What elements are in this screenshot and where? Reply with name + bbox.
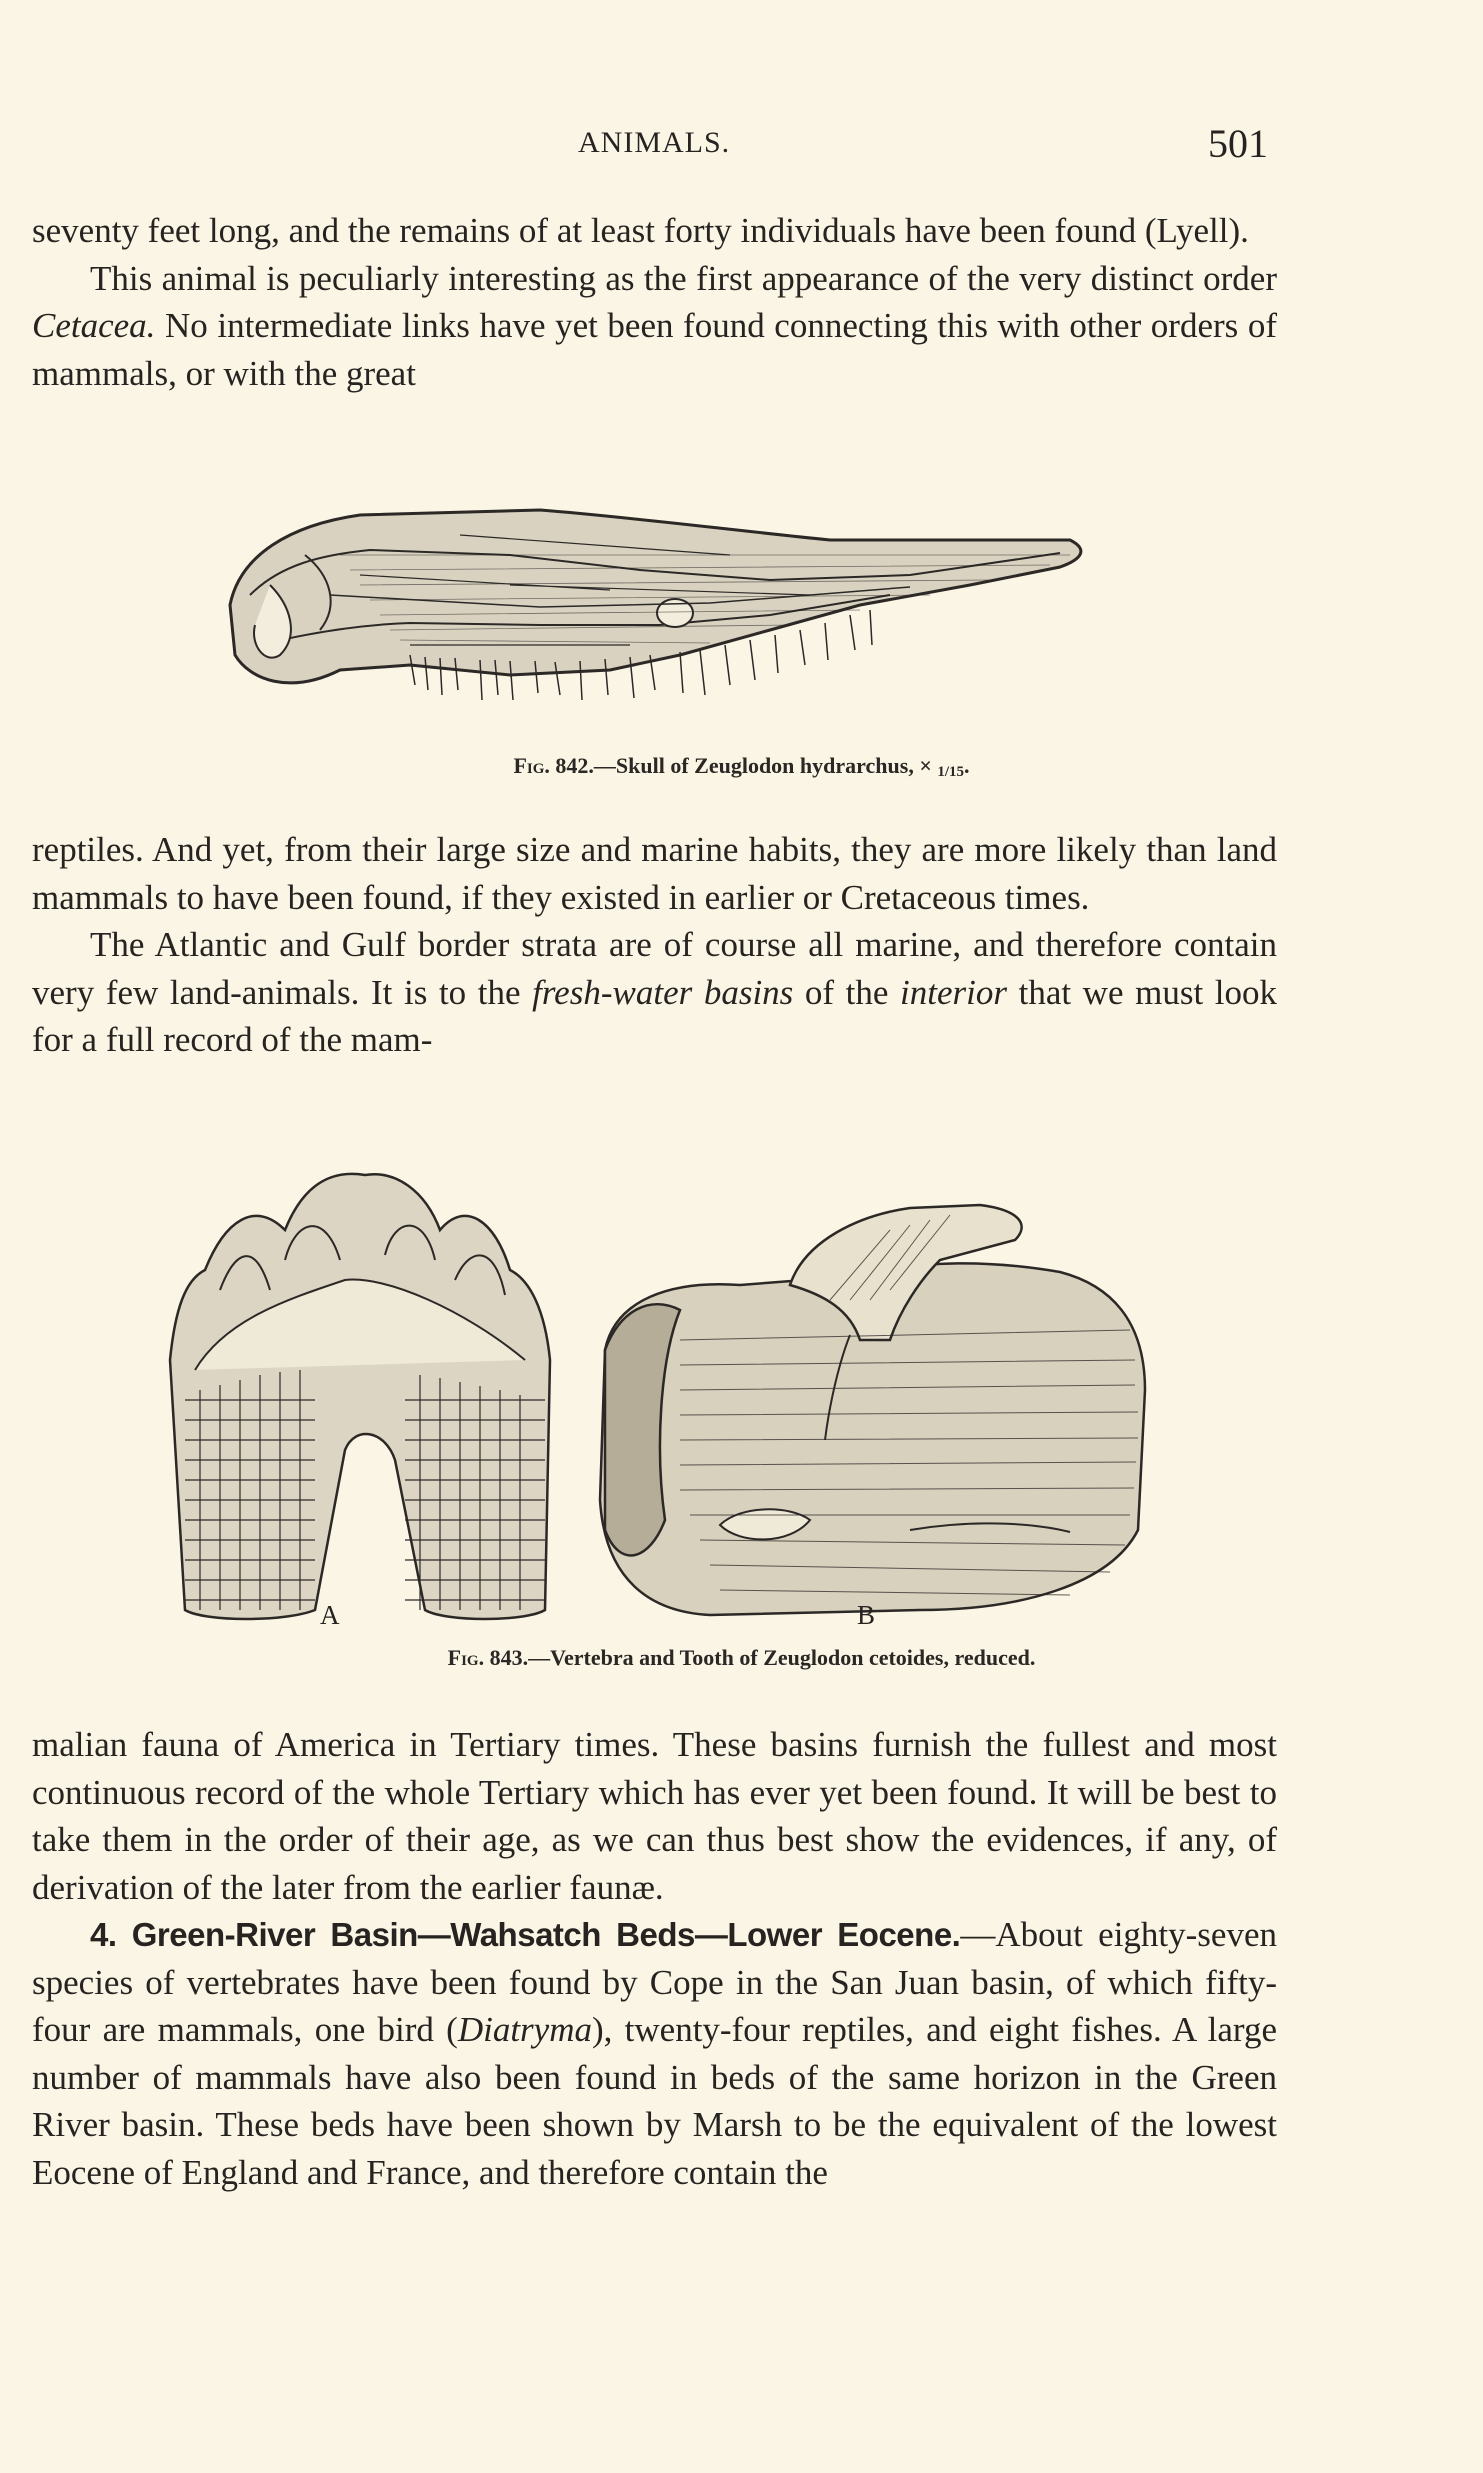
figure-843-label-a: A bbox=[320, 1600, 340, 1630]
text-block-bottom bbox=[32, 1721, 1277, 2196]
figure-842-skull-illustration bbox=[210, 495, 1090, 735]
emphasis-diatryma: Diatryma bbox=[457, 2010, 592, 2049]
running-title: ANIMALS. bbox=[578, 126, 731, 159]
figure-843-tooth-illustration bbox=[165, 1160, 565, 1625]
paragraph-1: seventy feet long, and the remains of at least forty individuals have been found (Lyell). bbox=[32, 211, 1249, 250]
paragraph-5: malian fauna of America in Tertiary times. These basins furnish the fullest and most continuous record of the whole Tertiary which has ever yet been found. It will be best to take them in the order of their age, as we can thus best show the evidences, if any, of derivation of the later from the earlier faunæ. bbox=[32, 1725, 1277, 1907]
emphasis-interior: interior bbox=[900, 972, 1007, 1012]
scale-fraction: 1/15 bbox=[937, 764, 965, 780]
section-heading-green-river-basin: 4. Green-River Basin—Wahsatch Beds—Lower Eocene. bbox=[90, 1916, 961, 1953]
text-block-top bbox=[32, 207, 1277, 397]
emphasis-cetacea: Cetacea. bbox=[32, 306, 156, 345]
figure-843-label-b: B bbox=[857, 1600, 876, 1630]
paragraph-3: reptiles. And yet, from their large size and marine habits, they are more likely than land mammals to have been found, if they existed in earlier or Cretaceous times. bbox=[32, 830, 1277, 917]
figure-842-caption: Fig. 842.—Skull of Zeuglodon hydrarchus, × 1/15. bbox=[513, 753, 970, 780]
emphasis-fresh-water-basins: fresh-water basins bbox=[532, 972, 794, 1012]
figure-843-vertebra-illustration bbox=[590, 1200, 1150, 1625]
page-number: 501 bbox=[1208, 121, 1268, 166]
paragraph-4: The Atlantic and Gulf border strata are of course all marine, and therefore contain very few land-animals. It is to the fresh-water basins of the interior that we must look for a full record of the mam- bbox=[32, 925, 1277, 1059]
paragraph-6: 4. Green-River Basin—Wahsatch Beds—Lower Eocene.—About eighty-seven species of vertebrates have been found by Cope in the San Juan basin, of which fifty-four are mammals, one bird (Diatryma), twenty-four reptiles, and eight fishes. A large number of mammals have also been found in beds of the same horizon in the Green River basin. These beds have been shown by Marsh to be the equivalent of the lowest Eocene of England and France, and therefore contain the bbox=[32, 1915, 1277, 2192]
figure-843-caption: Fig. 843.—Vertebra and Tooth of Zeuglodon cetoides, reduced. bbox=[447, 1645, 1036, 1670]
paragraph-2: This animal is peculiarly interesting as the first appearance of the very distinct order Cetacea. No intermediate links have yet been found connecting this with other orders of mammals, or with the great bbox=[32, 258, 1277, 393]
page-header bbox=[0, 118, 1483, 168]
text-block-middle bbox=[32, 826, 1277, 1064]
